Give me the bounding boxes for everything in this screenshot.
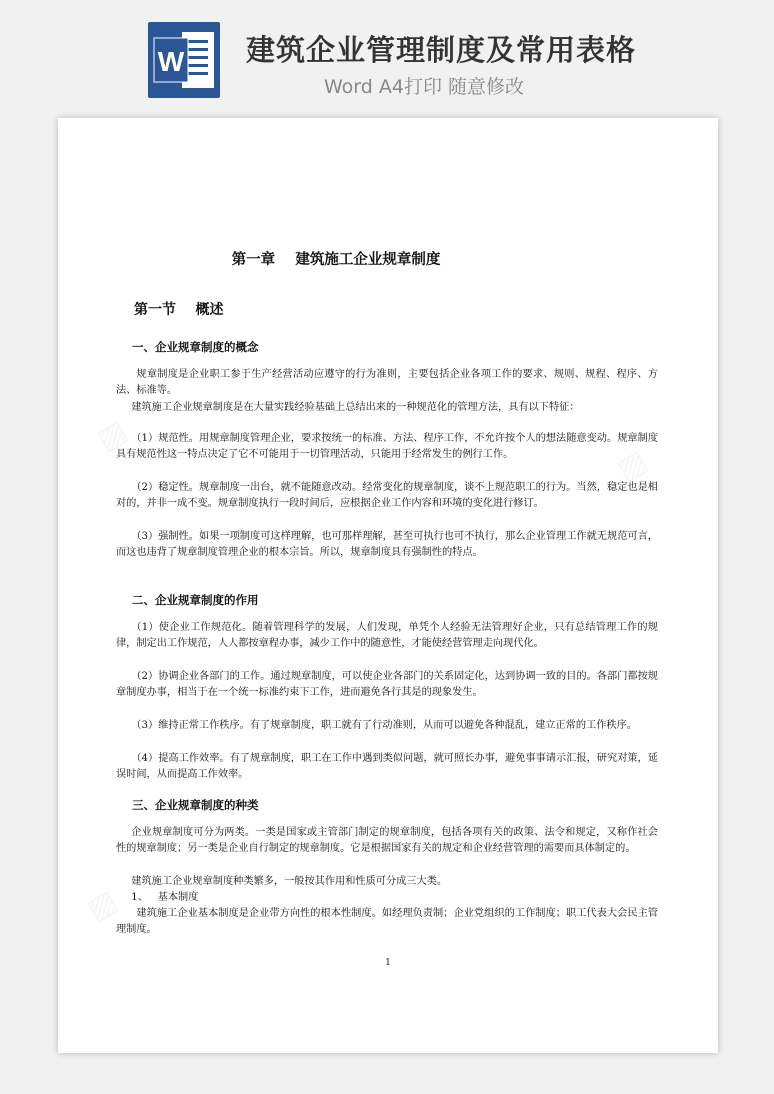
- chapter-title: 第一章 建筑施工企业规章制度: [231, 252, 441, 268]
- page-number: 1: [385, 958, 391, 968]
- header-subtitle: Word A4打印 随意修改: [324, 76, 525, 98]
- paragraph: 建筑施工企业基本制度是企业带方向性的根本性制度。如经理负责制；企业党组织的工作制度；职工代表大会民主管理制度。: [116, 908, 658, 936]
- section-heading: 二、企业规章制度的作用: [132, 593, 259, 607]
- watermark-mark: ▨: [81, 883, 124, 928]
- paragraph: 建筑施工企业规章制度是在大量实践经验基础上总结出来的一种规范化的管理方法，具有以下特征：: [131, 402, 580, 413]
- paragraph: 企业规章制度可分为两类。一类是国家或主管部门制定的规章制度，包括各项有关的政策、法令和规定，又称作社会性的规章制度；另一类是企业自行制定的规章制度。它是根据国家有关的规定和企业经营管理的需要而具体制定的。: [116, 827, 658, 855]
- section-heading: 一、企业规章制度的概念: [132, 340, 259, 354]
- word-logo-letter: W: [157, 46, 185, 77]
- paragraph: （2）稳定性。规章制度一出台，就不能随意改动。经常变化的规章制度，谈不上规范职工的行为。当然，稳定也是相对的，并非一成不变。规章制度执行一段时间后，应根据企业工作内容和环境的变化进行修订。: [116, 482, 658, 510]
- paragraph: （2）协调企业各部门的工作。通过规章制度，可以使企业各部门的关系固定化，达到协调一致的目的。各部门都按规章制度办事，相当于在一个统一标准约束下工作，进而避免各行其是的现象发生。: [116, 671, 658, 699]
- watermark-mark: ▨: [611, 443, 654, 488]
- section-heading: 三、企业规章制度的种类: [132, 798, 259, 812]
- word-icon: [148, 22, 220, 98]
- section-title: 第一节 概述: [134, 302, 224, 318]
- paragraph: （1）规范性。用规章制度管理企业，要求按统一的标准、方法、程序工作，不允许按个人的想法随意变动。规章制度具有规范性这一特点决定了它不可能用于一切管理活动，只能用于经常发生的例行工作。: [116, 433, 658, 461]
- document-page: [58, 118, 718, 1053]
- list-item: 1、 基本制度: [131, 892, 199, 903]
- paragraph: （3）维持正常工作秩序。有了规章制度，职工就有了行动准则，从而可以避免各种混乱，建立正常的工作秩序。: [131, 720, 637, 731]
- paragraph: （4）提高工作效率。有了规章制度，职工在工作中遇到类似问题，就可照长办事，避免事事请示汇报，研究对策，延误时间，从而提高工作效率。: [116, 753, 658, 781]
- paragraph: 建筑施工企业规章制度种类繁多，一般按其作用和性质可分成三大类。: [131, 876, 448, 887]
- paragraph: 规章制度是企业职工参于生产经营活动应遵守的行为准则，主要包括企业各项工作的要求、规则、规程、程序、方法、标准等。: [116, 369, 658, 397]
- document-header: [0, 0, 774, 118]
- header-title: 建筑企业管理制度及常用表格: [246, 33, 637, 67]
- watermark-mark: ▨: [91, 413, 134, 458]
- paragraph: （3）强制性。如果一项制度可这样理解，也可那样理解，甚至可执行也可不执行，那么企业管理工作就无规范可言，而这也违背了规章制度管理企业的根本宗旨。所以，规章制度具有强制性的特点。: [116, 531, 658, 559]
- paragraph: （1）使企业工作规范化。随着管理科学的发展，人们发现，单凭个人经验无法管理好企业，只有总结管理工作的规律，制定出工作规范，人人都按章程办事，减少工作中的随意性，才能使经营管理走向现代化。: [116, 622, 658, 650]
